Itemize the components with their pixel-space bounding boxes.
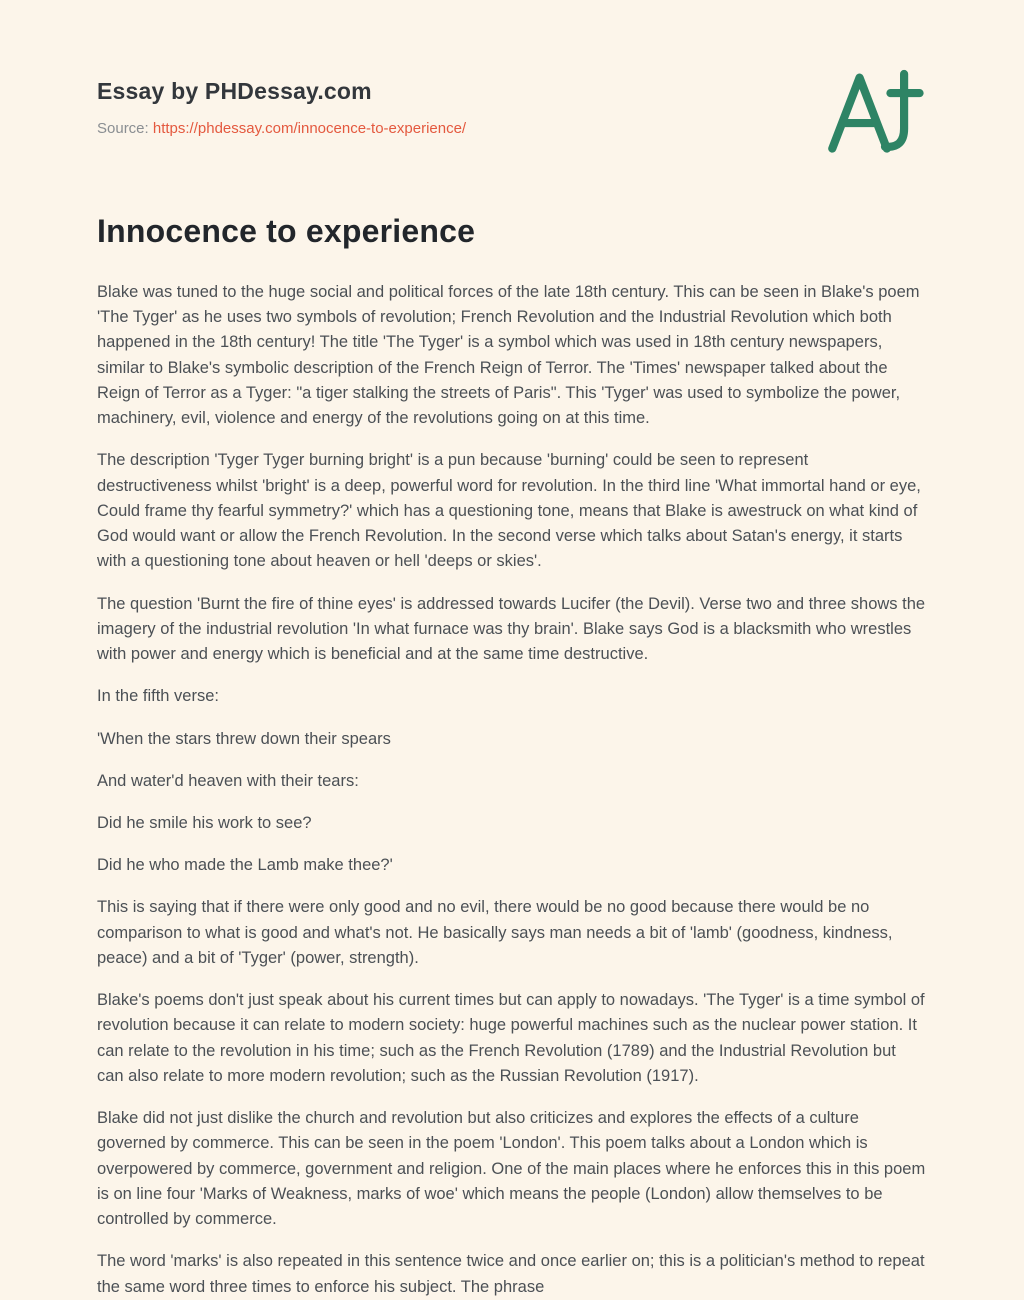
essay-paragraph: Blake's poems don't just speak about his current times but can apply to nowadays. 'The Tyger' is a time symbol of revolution because it can relate to modern society: huge powerful machines such as the nuclear power station. It can relate to the revolution in his time; such as the French Revolution (1789) and the Industrial Revolution but can also relate to more modern revolution; such as the Russian Revolution (1917). xyxy=(97,991,925,1085)
essay-paragraph: The description 'Tyger Tyger burning bright' is a pun because 'burning' could be seen to represent destructiveness whilst 'bright' is a deep, powerful word for revolution. In the third line 'What immortal hand or eye, Could frame thy fearful symmetry?' which has a questioning tone, means that Blake is awestruck on what kind of God would want or allow the French Revolution. In the second verse which talks about Satan's energy, it starts with a questioning tone about heaven or hell 'deeps or skies'. xyxy=(97,451,921,571)
essay-paragraph: Blake was tuned to the huge social and political forces of the late 18th century. This can be seen in Blake's poem 'The Tyger' as he uses two symbols of revolution; French Revolution and the Industrial Revolution which both happened in the 18th century! The title 'The Tyger' is a symbol which was used in 18th century newspapers, similar to Blake's symbolic description of the French Reign of Terror. The 'Times' newspaper talked about the Reign of Terror as a Tyger: "a tiger stalking the streets of Paris". This 'Tyger' was used to symbolize the power, machinery, evil, violence and energy of the revolutions going on at this time. xyxy=(97,283,920,428)
essay-paragraph: And water'd heaven with their tears: xyxy=(97,771,359,790)
essay-paragraph: The word 'marks' is also repeated in this sentence twice and once earlier on; this is a politician's method to repeat the same word three times to enforce his subject. The phrase xyxy=(97,1252,925,1296)
essay-paragraph: Did he who made the Lamb make thee?' xyxy=(97,856,393,875)
phdessay-logo-icon xyxy=(825,66,925,162)
essay-title: Innocence to experience xyxy=(97,213,476,249)
essay-paragraph: Did he smile his work to see? xyxy=(97,813,312,832)
essay-body xyxy=(97,280,927,1300)
essay-paragraph: The question 'Burnt the fire of thine eyes' is addressed towards Lucifer (the Devil). Verse two and three shows the imagery of the industrial revolution 'In what furnace was thy brain'. Blake says God is a blacksmith who wrestles with power and energy which is beneficial and at the same time destructive. xyxy=(97,594,926,664)
page-header xyxy=(97,78,927,137)
essay-paragraph: In the fifth verse: xyxy=(97,687,219,706)
site-header-title: Essay by PHDessay.com xyxy=(97,78,372,104)
essay-paragraph: Blake did not just dislike the church and revolution but also criticizes and explores the effects of a culture governed by commerce. This can be seen in the poem 'London'. This poem talks about a London which is overpowered by commerce, government and religion. One of the main places where he enforces this in this poem is on line four 'Marks of Weakness, marks of woe' which means the people (London) allow themselves to be controlled by commerce. xyxy=(97,1109,926,1229)
source-label: Source: xyxy=(97,120,149,137)
source-line xyxy=(97,120,927,137)
essay-paragraph: This is saying that if there were only good and no evil, there would be no good because there would be no comparison to what is good and what's not. He basically says man needs a bit of 'lamb' (goodness, kindness, peace) and a bit of 'Tyger' (power, strength). xyxy=(97,898,893,967)
essay-paragraph: 'When the stars threw down their spears xyxy=(97,729,391,748)
source-url-link[interactable]: https://phdessay.com/innocence-to-experience/ xyxy=(152,120,467,137)
